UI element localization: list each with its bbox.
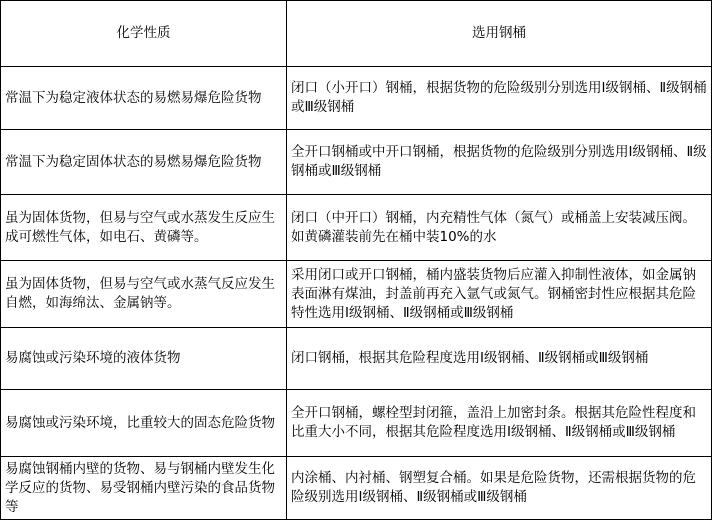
drum-selection-cell: 全开口钢桶，螺栓型封闭箍，盖沿上加密封条。根据其危险性程度和比重大小不同，根据其危险程度选用Ⅰ级钢桶、Ⅱ级钢桶或Ⅲ级钢桶	[287, 390, 712, 457]
chemical-property-cell: 易腐蚀或污染环境，比重较大的固态危险货物	[1, 390, 287, 457]
chemical-property-cell: 常温下为稳定固体状态的易燃易爆危险货物	[1, 130, 287, 195]
header-chemical-property: 化学性质	[1, 1, 287, 67]
chemical-property-cell: 虽为固体货物，但易与空气或水蒸气反应发生自燃，如海绵汰、金属钠等。	[1, 261, 287, 328]
table-row	[1, 130, 712, 195]
drum-selection-cell: 全开口钢桶或中开口钢桶，根据货物的危险级别分别选用Ⅰ级钢桶、Ⅱ级钢桶或Ⅲ级钢桶	[287, 130, 712, 195]
table-header-row	[1, 1, 712, 67]
chemical-property-cell: 常温下为稳定液体状态的易燃易爆危险货物	[1, 67, 287, 130]
table-row	[1, 67, 712, 130]
drum-selection-cell: 闭口（中开口）钢桶，内充精性气体（氮气）或桶盖上安装减压阀。如黄磷灌装前先在桶中装10%的水	[287, 195, 712, 261]
table-row	[1, 390, 712, 457]
chemical-property-cell: 易腐蚀或污染环境的液体货物	[1, 328, 287, 390]
table-row	[1, 261, 712, 328]
chemical-property-cell: 易腐蚀钢桶内壁的货物、易与钢桶内壁发生化学反应的货物、易受钢桶内壁污染的食品货物等	[1, 457, 287, 520]
drum-selection-cell: 闭口钢桶，根据其危险程度选用Ⅰ级钢桶、Ⅱ级钢桶或Ⅲ级钢桶	[287, 328, 712, 390]
chemical-property-cell: 虽为固体货物，但易与空气或水蒸发生反应生成可燃性气体，如电石、黄磷等。	[1, 195, 287, 261]
table-row	[1, 457, 712, 520]
drum-selection-cell: 采用闭口或开口钢桶，桶内盛装货物后应灌入抑制性液体，如金属钠表面淋有煤油，封盖前再充入氩气或氮气。钢桶密封性应根据其危险特性选用Ⅰ级钢桶、Ⅱ级钢桶或Ⅲ级钢桶	[287, 261, 712, 328]
table-row	[1, 195, 712, 261]
table-row	[1, 328, 712, 390]
drum-selection-cell: 内涂桶、内衬桶、钢塑复合桶。如果是危险货物，还需根据货物的危险级别选用Ⅰ级钢桶、Ⅱ级钢桶或Ⅲ级钢桶	[287, 457, 712, 520]
drum-selection-cell: 闭口（小开口）钢桶，根据货物的危险级别分别选用Ⅰ级钢桶、Ⅱ级钢桶或Ⅲ级钢桶	[287, 67, 712, 130]
header-drum-selection: 选用钢桶	[287, 1, 712, 67]
